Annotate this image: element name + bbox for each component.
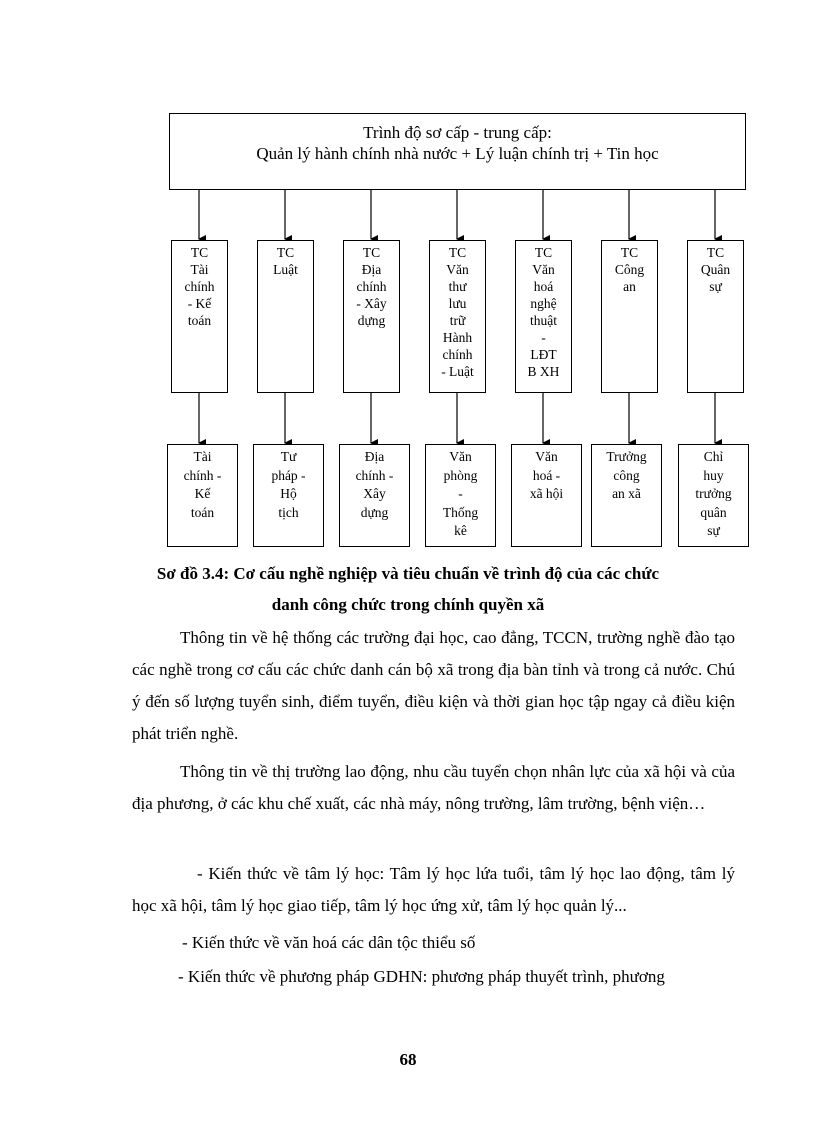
middle-box-3: TC Địa chính - Xây dựng — [343, 240, 400, 393]
paragraph-5: - Kiến thức về phương pháp GDHN: phương pháp thuyết trình, phương — [178, 967, 665, 986]
figure-caption-line1: Sơ đồ 3.4: Cơ cấu nghề nghiệp và tiêu chuẩn về trình độ của các chức — [156, 564, 660, 583]
paragraph-1: Thông tin về hệ thống các trường đại học, cao đẳng, TCCN, trường nghề đào tạo các nghề trong cơ cấu các chức danh cán bộ xã trong địa bàn tỉnh và trong cả nước. Chú ý đến số lượng tuyển sinh, điểm tuyển, điều kiện và thời gian học tập ngay cả điều kiện phát triển nghề. — [132, 628, 735, 743]
bottom-box-1: Tài chính - Kế toán — [167, 444, 238, 547]
bottom-box-3: Địa chính - Xây dựng — [339, 444, 410, 547]
bottom-box-5: Văn hoá - xã hội — [511, 444, 582, 547]
bottom-box-2: Tư pháp - Hộ tịch — [253, 444, 324, 547]
paragraph-2: Thông tin về thị trường lao động, nhu cầu tuyển chọn nhân lực của xã hội và của địa phương, ở các khu chế xuất, các nhà máy, nông trường, lâm trường, bệnh viện… — [132, 762, 735, 813]
bottom-box-4: Văn phòng - Thống kê — [425, 444, 496, 547]
bottom-box-6: Trưởng công an xã — [591, 444, 662, 547]
middle-box-1: TC Tài chính - Kế toán — [171, 240, 228, 393]
paragraph-3: - Kiến thức về tâm lý học: Tâm lý học lứa tuổi, tâm lý học lao động, tâm lý học xã hội, tâm lý học giao tiếp, tâm lý học ứng xử, tâm lý học quản lý... — [132, 864, 735, 915]
paragraph-4: - Kiến thức về văn hoá các dân tộc thiểu số — [182, 933, 476, 952]
top-box-line1: Trình độ sơ cấp - trung cấp: — [363, 123, 552, 142]
page-number: 68 — [399, 1050, 417, 1069]
diagram-top-box — [169, 113, 746, 190]
figure-caption-line2: danh công chức trong chính quyền xã — [271, 595, 545, 614]
middle-box-7: TC Quân sự — [687, 240, 744, 393]
middle-box-2: TC Luật — [257, 240, 314, 393]
top-box-line2: Quản lý hành chính nhà nước + Lý luận chính trị + Tin học — [256, 144, 659, 163]
bottom-box-7: Chỉ huy trưởng quân sự — [678, 444, 749, 547]
middle-box-6: TC Công an — [601, 240, 658, 393]
middle-box-4: TC Văn thư lưu trữ Hành chính - Luật — [429, 240, 486, 393]
middle-box-5: TC Văn hoá nghệ thuật - LĐT B XH — [515, 240, 572, 393]
